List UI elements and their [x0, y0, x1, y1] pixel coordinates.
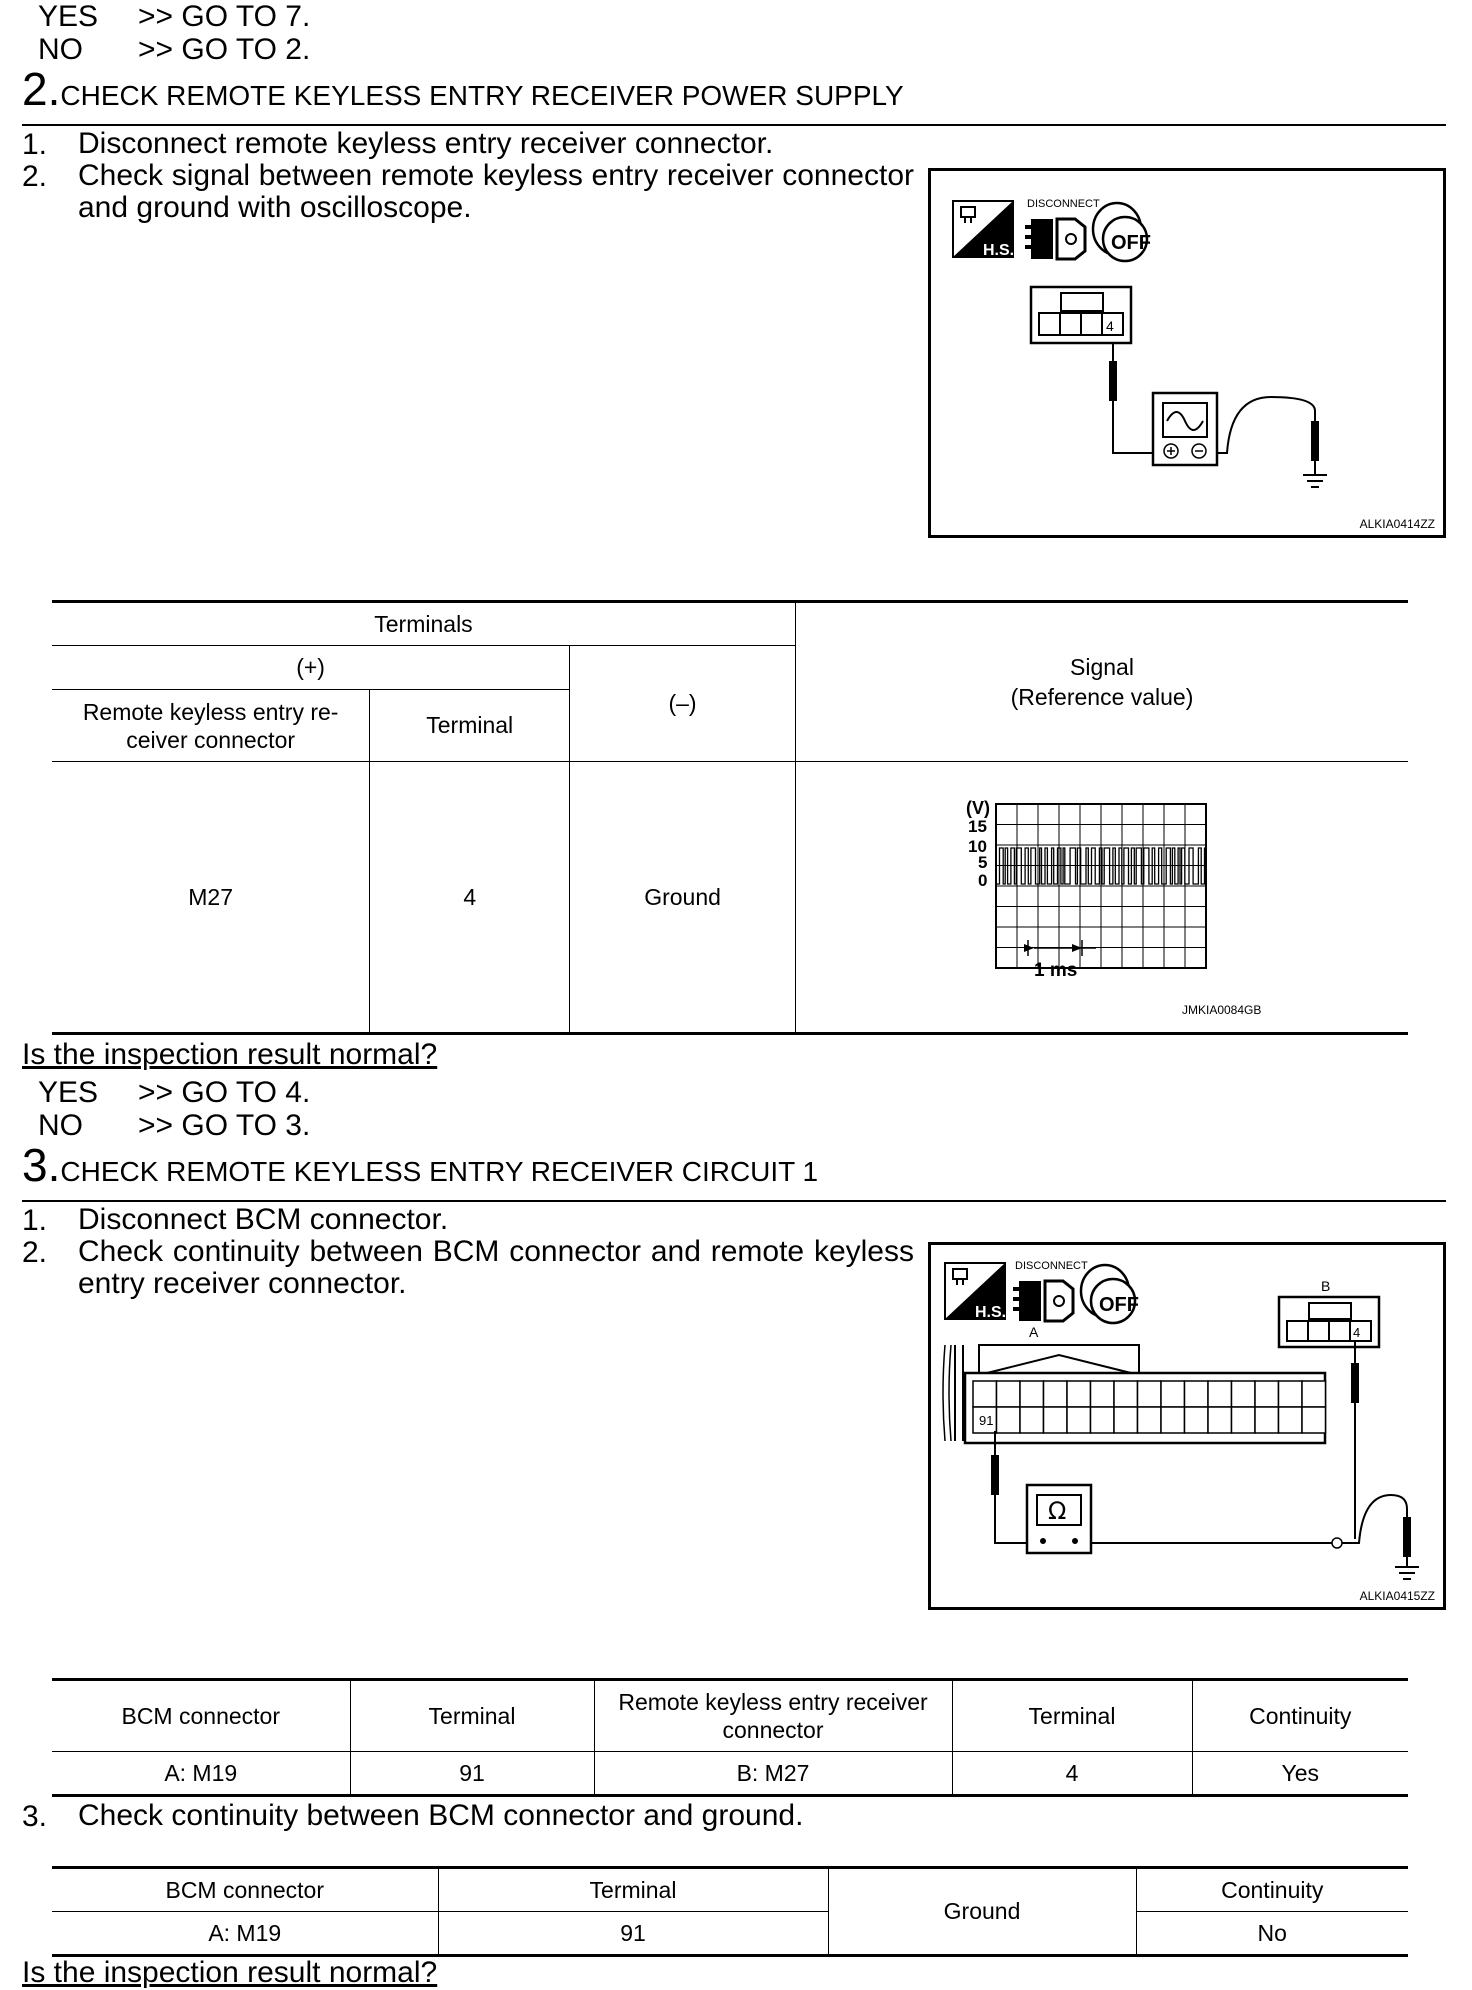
terminals-header: Terminals: [52, 602, 795, 646]
header-continuity: Continuity: [1192, 1680, 1408, 1752]
yes-value: >> GO TO 4.: [138, 1076, 311, 1109]
step3-rule: [22, 1200, 1446, 1202]
waveform-id: JMKIA0084GB: [1181, 1003, 1262, 1017]
cell-continuity: No: [1257, 1919, 1287, 1946]
step2-title: CHECK REMOTE KEYLESS ENTRY RECEIVER POWER SUPPLY: [60, 80, 904, 111]
svg-text:OFF: OFF: [1099, 1294, 1139, 1316]
svg-text:4: 4: [1106, 318, 1114, 334]
harness-side-icon: [945, 1263, 1006, 1321]
cell-bcm-connector: A: M19: [52, 1912, 438, 1956]
step3-item-2: [22, 1236, 922, 1306]
step3-title: CHECK REMOTE KEYLESS ENTRY RECEIVER CIRCUIT 1: [60, 1156, 819, 1187]
cell-continuity: Yes: [1281, 1759, 1320, 1786]
connector-pin-cell: [1161, 1407, 1185, 1433]
harness-side-icon: [953, 201, 1014, 259]
step2-number: 2.: [22, 63, 61, 115]
connector-pin-cell: [1138, 1407, 1162, 1433]
waveform-unit: (V): [965, 798, 990, 818]
table-row: [52, 1752, 1408, 1796]
yes-value: >> GO TO 7.: [138, 0, 311, 33]
step-text: Disconnect remote keyless entry receiver connector.: [78, 127, 774, 160]
step-number: 3.: [22, 1800, 48, 1833]
signal-header: [795, 602, 1408, 762]
header-receiver-connector: Remote keyless entry receiver connector: [594, 1680, 952, 1752]
step2-rule: [22, 124, 1446, 126]
svg-text:A: A: [1029, 1324, 1039, 1340]
figure-id: ALKIA0415ZZ: [1359, 1589, 1435, 1603]
yes-key: YES: [38, 1076, 99, 1109]
header-terminal: Terminal: [438, 1868, 828, 1912]
signal-table: [52, 600, 1408, 1035]
connector-pin-cell: [1185, 1381, 1209, 1407]
connector-pin-cell: [1020, 1381, 1044, 1407]
connector-pin-cell: [1044, 1381, 1068, 1407]
connector-pin-cell: [1138, 1381, 1162, 1407]
top-result: [0, 0, 400, 66]
connector-pin-cell: [1114, 1381, 1138, 1407]
step2-question: Is the inspection result normal?: [22, 1038, 438, 1071]
header-continuity: Continuity: [1136, 1868, 1408, 1912]
step-number: 1.: [22, 128, 48, 161]
connector-pin-cell: [1232, 1381, 1256, 1407]
connector-pin-cell: [1302, 1381, 1326, 1407]
svg-text:B: B: [1321, 1278, 1331, 1294]
step3-heading: [22, 1138, 818, 1192]
connector-pin-cell: [1067, 1381, 1091, 1407]
terminal-header: Terminal: [370, 690, 570, 762]
signal-header-line2: (Reference value): [1010, 684, 1194, 710]
connector-pin-cell: [1161, 1381, 1185, 1407]
tick-10: 10: [967, 837, 987, 856]
disconnect-icon: [1013, 1260, 1088, 1321]
table-row: [52, 1912, 1408, 1956]
svg-text:Ω: Ω: [1048, 1497, 1067, 1525]
connector-pin-cell: [1255, 1381, 1279, 1407]
oscilloscope-icon: [1153, 393, 1217, 465]
step-text: Disconnect BCM connector.: [78, 1203, 449, 1236]
cell-terminal: 4: [952, 1752, 1192, 1796]
figure-id: ALKIA0414ZZ: [1359, 517, 1435, 531]
cell-bcm-connector: A: M19: [52, 1752, 350, 1796]
receiver-connector: [1031, 287, 1131, 343]
plus-header: (+): [52, 646, 570, 690]
cell-terminal: 91: [438, 1912, 828, 1956]
connector-pin-cell: [973, 1381, 997, 1407]
step2-item-2: [22, 160, 922, 240]
header-bcm-connector: BCM connector: [52, 1868, 438, 1912]
cell-receiver-connector: B: M27: [594, 1752, 952, 1796]
svg-text:4: 4: [1353, 1325, 1361, 1340]
bcm-connector-a: [943, 1324, 1326, 1443]
connector-pin-cell: [1044, 1407, 1068, 1433]
signal-header-line1: Signal: [1070, 654, 1134, 680]
no-key: NO: [38, 1109, 83, 1142]
connector-header: Remote keyless entry re-ceiver connector: [52, 690, 370, 762]
svg-text:DISCONNECT: DISCONNECT: [1015, 1260, 1088, 1272]
svg-text:H.S.: H.S.: [983, 242, 1015, 259]
no-value: >> GO TO 3.: [138, 1109, 311, 1142]
no-key: NO: [38, 33, 83, 66]
connector-pin-cell: [997, 1381, 1021, 1407]
header-bcm-connector: BCM connector: [52, 1680, 350, 1752]
no-value: >> GO TO 2.: [138, 33, 311, 66]
svg-text:OFF: OFF: [1111, 232, 1151, 254]
svg-text:H.S.: H.S.: [975, 1304, 1007, 1321]
continuity-table-1: [52, 1678, 1408, 1797]
step-number: 2.: [22, 160, 48, 193]
signal-cell: [795, 762, 1408, 1034]
cell-terminal: 91: [350, 1752, 594, 1796]
step2-result: [0, 1076, 400, 1142]
step3-item-3: [22, 1800, 922, 1836]
time-scale-label: 1 ms: [1033, 960, 1078, 981]
continuity-figure: [928, 1242, 1446, 1610]
connector-pin-cell: [1067, 1407, 1091, 1433]
connector-pin-cell: [1232, 1407, 1256, 1433]
tick-15: 15: [967, 817, 987, 836]
svg-text:DISCONNECT: DISCONNECT: [1027, 198, 1100, 210]
step-text: Check continuity between BCM connector and remote keyless entry receiver connector.: [78, 1235, 914, 1300]
header-terminal: Terminal: [952, 1680, 1192, 1752]
yes-key: YES: [38, 0, 99, 33]
receiver-connector-b: [1279, 1278, 1379, 1347]
oscilloscope-diagram: [931, 171, 1443, 535]
connector-pin-cell: [1208, 1407, 1232, 1433]
connector-pin-cell: [1255, 1407, 1279, 1433]
connector-pin-cell: [1302, 1407, 1326, 1433]
connector-pin-cell: [1091, 1407, 1115, 1433]
continuity-diagram: [931, 1245, 1443, 1607]
ignition-off-icon: [1093, 203, 1151, 261]
connector-cell: M27: [52, 762, 370, 1034]
connector-pin-cell: [1279, 1407, 1303, 1433]
step-number: 2.: [22, 1236, 48, 1269]
step2-heading: [22, 62, 904, 116]
step-number: 1.: [22, 1204, 48, 1237]
connector-pin-cell: [1020, 1407, 1044, 1433]
connector-pin-cell: [1091, 1381, 1115, 1407]
tick-5: 5: [977, 853, 988, 872]
connector-pin-cell: [1208, 1381, 1232, 1407]
waveform-graph: [796, 762, 1408, 1026]
step-text: Check continuity between BCM connector and ground.: [78, 1799, 804, 1832]
disconnect-icon: [1025, 198, 1100, 259]
connector-pin-cell: [1279, 1381, 1303, 1407]
connector-pin-cell: [1185, 1407, 1209, 1433]
step3-number: 3.: [22, 1139, 61, 1191]
step3-question: Is the inspection result normal?: [22, 1956, 438, 1989]
tick-0: 0: [977, 871, 988, 890]
ground-cell: Ground: [828, 1868, 1136, 1956]
continuity-table-2: [52, 1866, 1408, 1957]
oscilloscope-figure: [928, 168, 1446, 538]
header-terminal: Terminal: [350, 1680, 594, 1752]
svg-text:91: 91: [979, 1413, 994, 1428]
ignition-off-icon: [1081, 1265, 1139, 1323]
ground-cell: Ground: [570, 762, 796, 1034]
minus-header: (–): [570, 646, 796, 762]
step-text: Check signal between remote keyless entry receiver connector and ground with oscilloscope.: [78, 159, 914, 224]
ohmmeter-icon: [1027, 1485, 1091, 1553]
terminal-cell: 4: [370, 762, 570, 1034]
connector-pin-cell: [997, 1407, 1021, 1433]
connector-pin-cell: [1114, 1407, 1138, 1433]
